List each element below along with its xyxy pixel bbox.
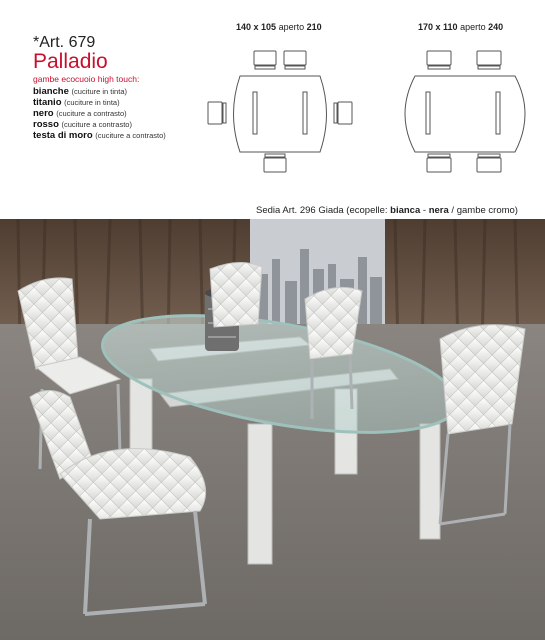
chair-back-plan [255, 66, 275, 69]
table-leg-bar [303, 92, 307, 134]
table-top-outline [234, 76, 327, 152]
chair-plan [264, 158, 286, 172]
dimension-word: aperto [460, 22, 486, 32]
finish-name: testa di moro [33, 130, 93, 141]
dimension-size: 140 x 105 [236, 22, 277, 32]
table-plan-small [200, 36, 360, 184]
chair-plan [427, 51, 451, 65]
finish-note: (cuciture a contrasto) [56, 109, 127, 118]
caption-color-1: bianca [390, 205, 421, 216]
caption-color-2: nera [428, 205, 449, 216]
caption-separator: - [420, 205, 429, 216]
chair-caption [256, 205, 518, 216]
asterisk-mark: * [33, 34, 40, 51]
finish-note: (cuciture a contrasto) [95, 131, 166, 140]
chair-plan [427, 158, 451, 172]
table-leg-bar [253, 92, 257, 134]
chair-back-center [210, 262, 262, 327]
chair-back-plan [428, 66, 450, 69]
finish-note: (cuciture in tinta) [71, 87, 127, 96]
dimension-open: 240 [488, 22, 504, 32]
finish-name: nero [33, 108, 54, 119]
diagram-dimension-small [236, 22, 322, 32]
chair-plan [284, 51, 306, 65]
dimension-word: aperto [278, 22, 305, 32]
finish-item [33, 119, 132, 130]
chair-plan [477, 158, 501, 172]
table-plan-large [385, 36, 540, 184]
chair-back-plan [478, 154, 500, 157]
caption-suffix: / gambe cromo) [448, 205, 518, 216]
table-top-outline [405, 76, 525, 152]
chair-plan [338, 102, 352, 124]
chair-plan [254, 51, 276, 65]
table-leg-bar [426, 92, 430, 134]
product-photo [0, 219, 545, 640]
chair-plan [208, 102, 222, 124]
chair-back-plan [223, 103, 226, 123]
chair-back-plan [478, 66, 500, 69]
product-name: Palladio [33, 50, 108, 73]
finish-item [33, 130, 166, 141]
article-code: Art. 679 [39, 34, 96, 51]
finish-name: titanio [33, 97, 62, 108]
chair-plan [477, 51, 501, 65]
chair-back-plan [428, 154, 450, 157]
finish-note: (cuciture a contrasto) [61, 120, 132, 129]
table-leg-bar [496, 92, 500, 134]
dimension-size: 170 x 110 [418, 22, 458, 32]
dimension-open: 210 [306, 22, 322, 32]
legs-subtitle: gambe ecocuoio high touch: [33, 74, 140, 84]
diagram-dimension-large [418, 22, 503, 32]
chair-back-plan [334, 103, 337, 123]
finish-item [33, 97, 120, 108]
finish-name: bianche [33, 86, 69, 97]
chair-back-plan [265, 154, 285, 157]
finish-name: rosso [33, 119, 59, 130]
caption-prefix: Sedia Art. 296 Giada (ecopelle: [256, 205, 391, 216]
finish-item [33, 108, 127, 119]
finish-item [33, 86, 127, 97]
chair-back-plan [285, 66, 305, 69]
finish-note: (cuciture in tinta) [64, 98, 120, 107]
